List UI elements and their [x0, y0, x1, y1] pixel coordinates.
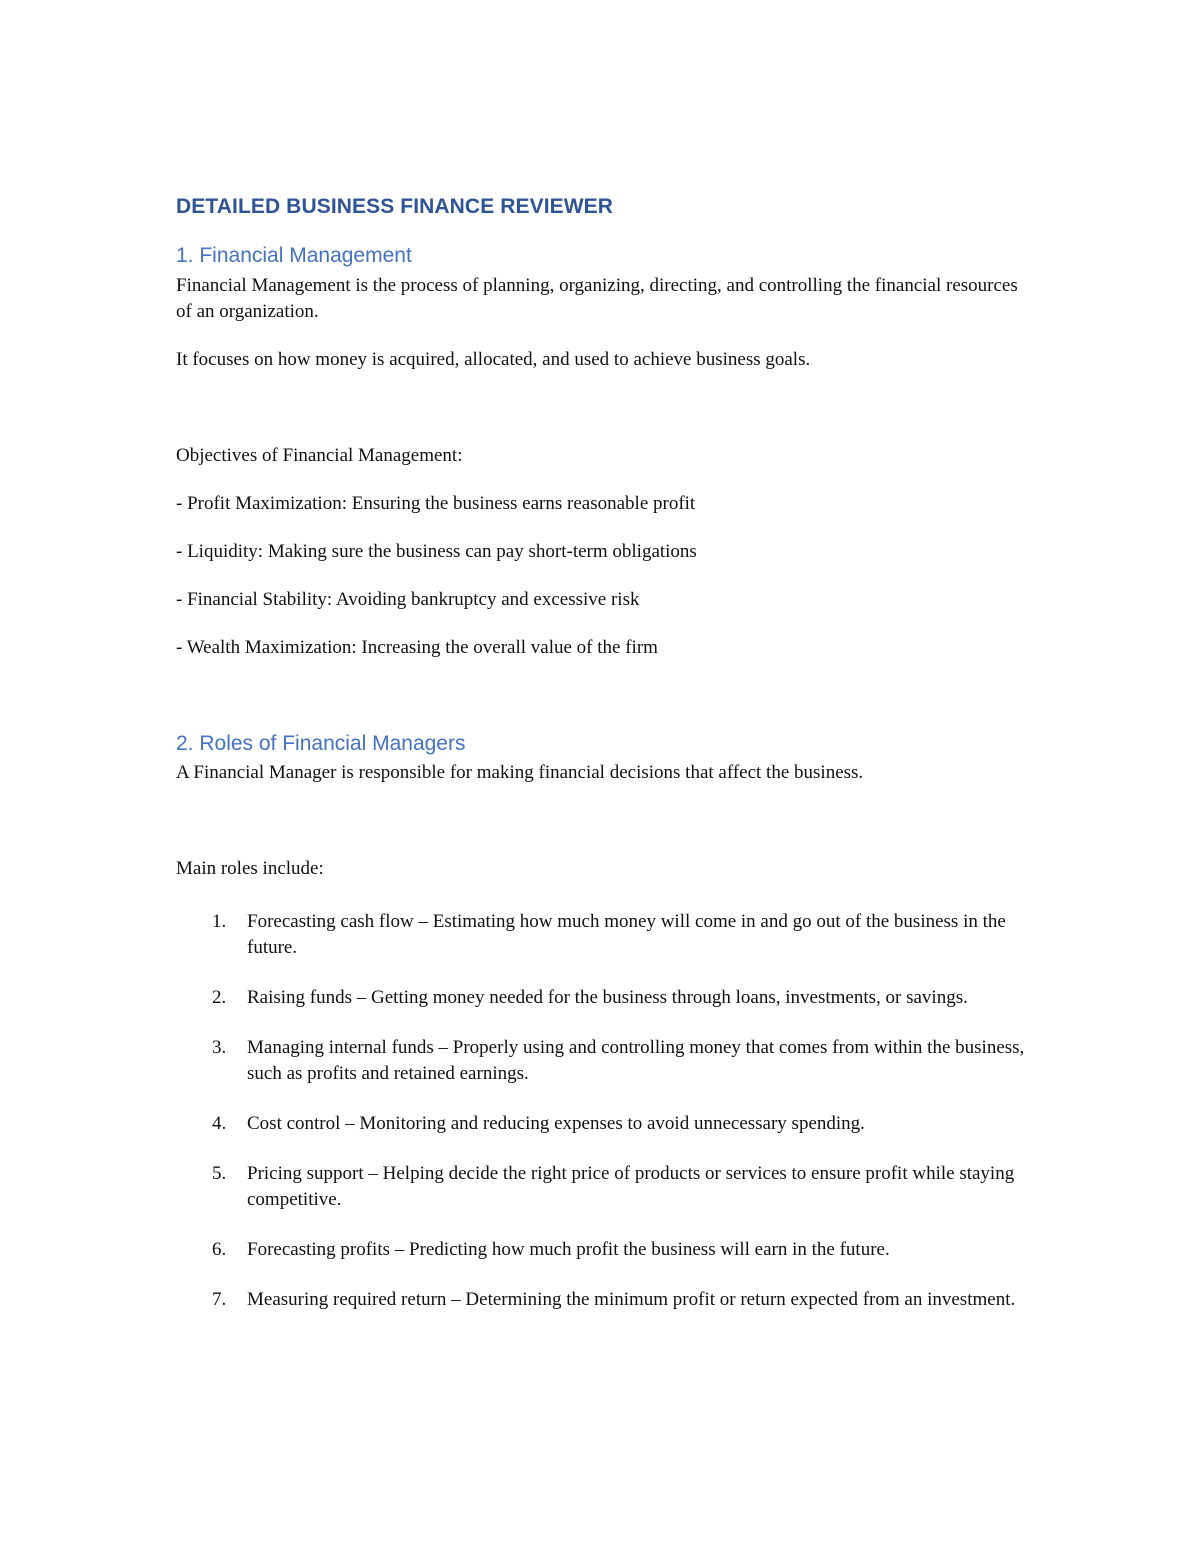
list-item: 5. Pricing support – Helping decide the right price of products or services to ensure profit while staying competitive.	[212, 1163, 1015, 1210]
roles-label: Main roles include:	[176, 858, 324, 879]
paragraph: It focuses on how money is acquired, allocated, and used to achieve business goals.	[176, 349, 811, 370]
list-item: 7. Measuring required return – Determining the minimum profit or return expected from an investment.	[212, 1289, 1016, 1310]
section-heading-financial-management: 1. Financial Management	[176, 244, 412, 267]
list-item: 6. Forecasting profits – Predicting how much profit the business will earn in the future.	[212, 1239, 890, 1260]
list-item: - Profit Maximization: Ensuring the business earns reasonable profit	[176, 493, 696, 514]
paragraph: A Financial Manager is responsible for making financial decisions that affect the business.	[176, 762, 864, 783]
objectives-list	[176, 491, 1036, 661]
list-item: 3. Managing internal funds – Properly using and controlling money that comes from within the business, such as profits and retained earnings.	[212, 1037, 1025, 1084]
list-item: - Financial Stability: Avoiding bankruptcy and excessive risk	[176, 589, 640, 610]
section-heading-roles-of-financial-managers: 2. Roles of Financial Managers	[176, 732, 466, 755]
document-content	[176, 193, 1036, 1337]
roles-list	[176, 909, 1036, 1313]
list-item: - Liquidity: Making sure the business can pay short-term obligations	[176, 541, 697, 562]
document-title: DETAILED BUSINESS FINANCE REVIEWER	[176, 195, 614, 218]
list-item: - Wealth Maximization: Increasing the overall value of the firm	[176, 637, 658, 658]
list-item: 4. Cost control – Monitoring and reducing expenses to avoid unnecessary spending.	[212, 1113, 865, 1134]
paragraph: Financial Management is the process of planning, organizing, directing, and controlling the financial resources of an organization.	[176, 275, 1018, 322]
objectives-label: Objectives of Financial Management:	[176, 445, 463, 466]
list-item: 2. Raising funds – Getting money needed for the business through loans, investments, or savings.	[212, 987, 968, 1008]
list-item: 1. Forecasting cash flow – Estimating how much money will come in and go out of the business in the future.	[212, 911, 1006, 958]
